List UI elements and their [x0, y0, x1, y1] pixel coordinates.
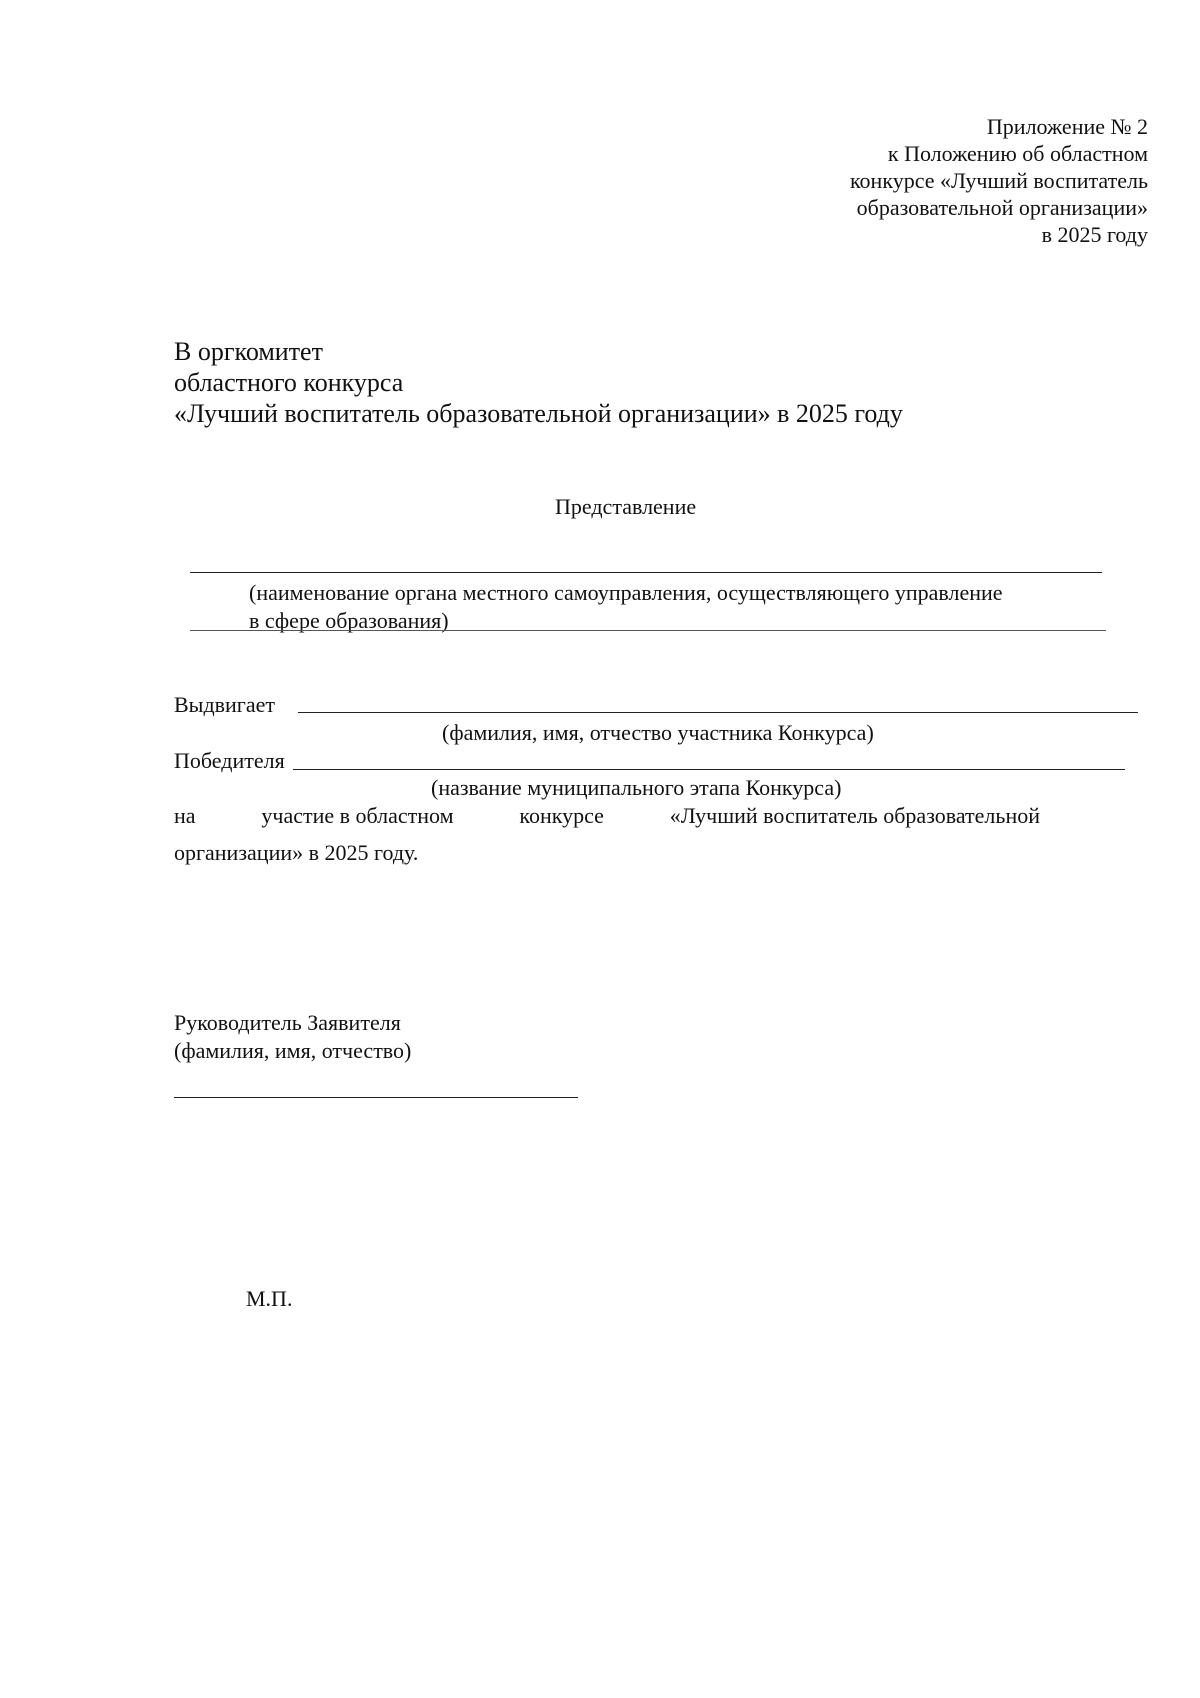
participant-name-line — [298, 712, 1138, 713]
seal-mark: М.П. — [246, 1286, 293, 1311]
participant-name-caption: (фамилия, имя, отчество участника Конкурса) — [442, 720, 874, 745]
participation-line2: организации» в 2025 году. — [174, 840, 419, 865]
addressee-line: «Лучший воспитатель образовательной организации» в 2025 году — [174, 399, 903, 428]
participation-word: «Лучший воспитатель образовательной — [669, 803, 1040, 828]
municipal-stage-line — [293, 769, 1125, 770]
attachment-line: к Положению об областном — [887, 141, 1148, 166]
winner-label: Победителя — [174, 748, 285, 773]
attachment-header — [850, 113, 1148, 248]
participation-word: участие в областном — [261, 803, 454, 828]
addressee-block — [174, 336, 903, 429]
municipal-stage-caption: (название муниципального этапа Конкурса) — [431, 775, 842, 800]
participation-line1 — [174, 803, 1040, 829]
attachment-line: образовательной организации» — [856, 195, 1148, 220]
authority-name-line — [190, 572, 1102, 573]
authority-caption-line2: в сфере образования) — [249, 608, 449, 633]
nominates-label: Выдвигает — [174, 692, 275, 717]
participation-word: конкурсе — [519, 803, 604, 828]
addressee-line: В оргкомитет — [174, 337, 323, 366]
attachment-line: Приложение № 2 — [986, 114, 1148, 139]
authority-name-underline — [190, 630, 1106, 631]
signature-name-hint: (фамилия, имя, отчество) — [174, 1038, 412, 1063]
addressee-line: областного конкурса — [174, 368, 404, 397]
attachment-line: конкурсе «Лучший воспитатель — [849, 168, 1148, 193]
document-title: Представление — [555, 494, 697, 519]
signature-role: Руководитель Заявителя — [174, 1010, 401, 1035]
signature-line — [174, 1097, 578, 1098]
authority-caption-line1: (наименование органа местного самоуправления, осуществляющего управление — [249, 580, 1003, 605]
attachment-line: в 2025 году — [1041, 222, 1148, 247]
participation-word: на — [174, 803, 196, 828]
